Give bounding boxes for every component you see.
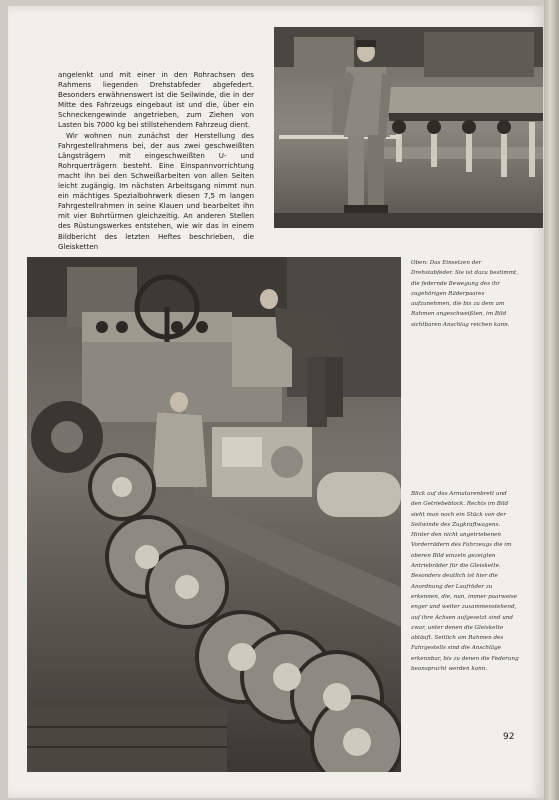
- caption-top-photo: Oben: Das Einsetzen der Drehstabfeder. Sie ist dazu bestimmt, die federnde Bewegung des ihr zugehörigen Räderpaares aufzunehmen, die bis zu dem am Rahmen angeschweißten, im Bild sichtbaren Anschlag reichen kann.: [411, 260, 519, 328]
- photo-dashboard-gearbox-wheels: [27, 257, 401, 772]
- article-body-text: [58, 70, 254, 252]
- caption-main-photo: Blick auf das Armaturenbrett und den Getriebeblock. Rechts im Bild sieht man noch ein Stück von der Seilwinde des Zugkraftwagens. Hinter den nicht angetriebenen Vorderrädern des Fahrzeugs die im oberen Bild einzeln gezeigten Antriebräder für die Gleiskette. Besonders deutlich ist hier die Anordnung der Laufräder zu erkennen, die, nun, immer paarweise enger und weiter zusammenstehend, auf ihre Achsen aufgesetzt sind und zwar, unter denen die Gleiskette abläuft. Seitlich am Rahmen des Fahrgestells sind die Anschläge erkennbar, bis zu denen die Federung beansprucht werden kann.: [411, 491, 519, 673]
- photo-torsion-bar-insertion: [274, 27, 543, 228]
- article-paragraph-2: Wir wohnen nun zunächst der Herstellung des Fahrgestellrahmens bei, der aus zwei geschweißten Längsträgern mit eingeschweißten U- und Rohrquerträgern besteht. Eine Einspannvorrichtung macht ihn bei den Schweißarbeiten von allen Seiten leicht zugängig. Im nächsten Arbeitsgang nimmt nun ein mächtiges Spezialbohrwerk diesen 7,5 m langen Fahrgestellrahmen in seine Klauen und bearbeitet ihn mit vier Bohrtürmen gleichzeitig. An anderen Stellen des Rüstungswerkes entstehen, wie wir das in einem Bildbericht des letzten Heftes beschrieben, die Gleisketten: [58, 130, 254, 251]
- page-edge: [544, 0, 559, 800]
- article-paragraph-1: angelenkt und mit einer in den Rohrachsen des Rahmens liegenden Drehstabfeder abgefedert. Besonders erwähnenswert ist die Seilwinde, die in der Mitte des Fahrzeugs eingebaut ist und die, über ein Schneckengewinde angetrieben, zum Ziehen von Lasten bis 7000 kg bei stillstehendem Fahrzeug dient.: [58, 70, 254, 130]
- page-number: 92: [503, 732, 515, 742]
